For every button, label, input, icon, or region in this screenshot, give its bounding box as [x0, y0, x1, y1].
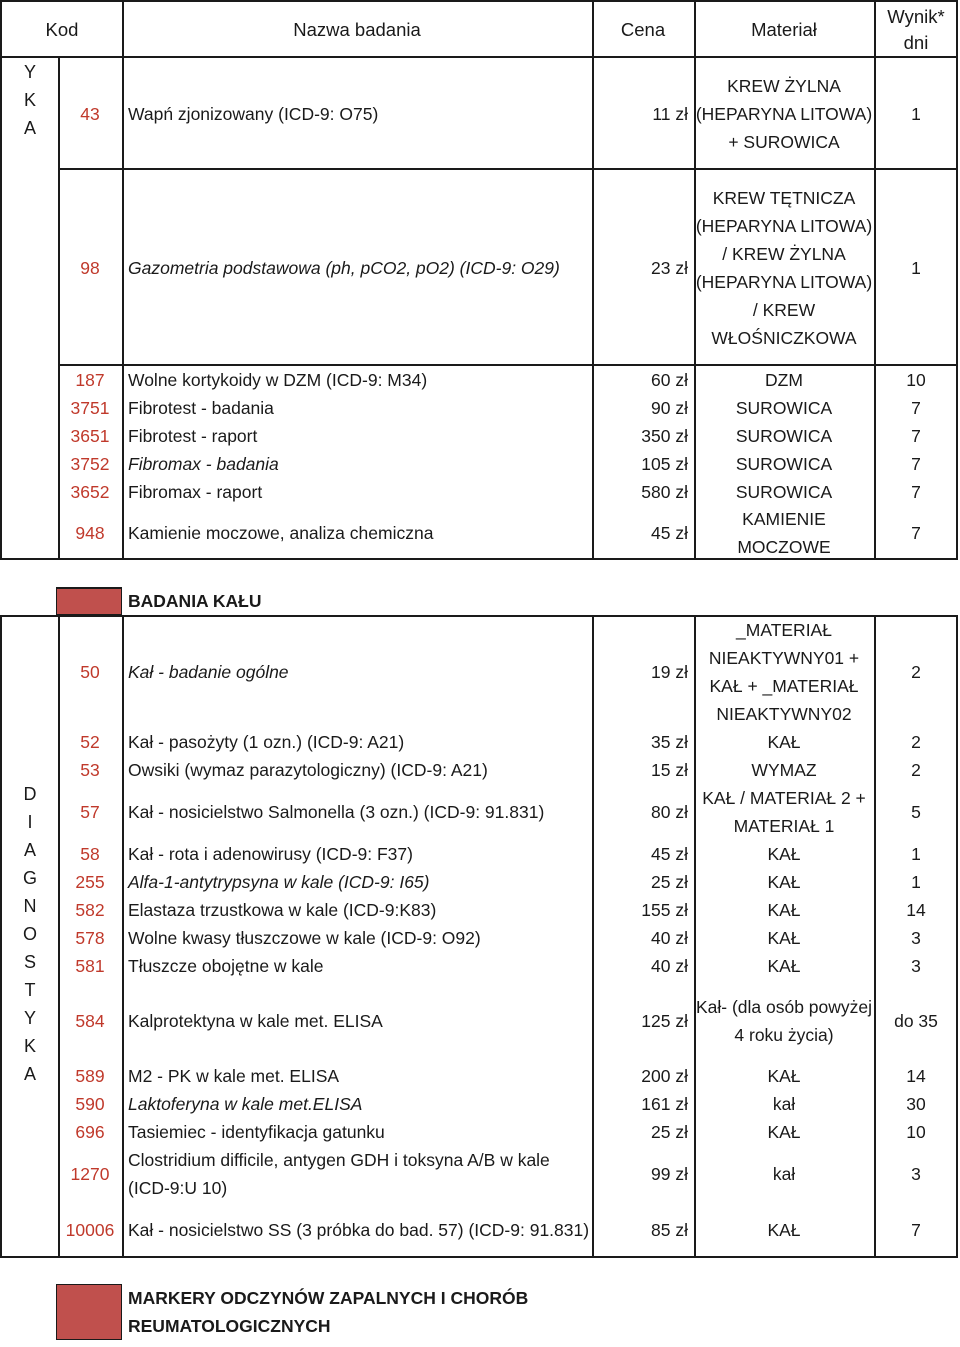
test-price: [592, 1118, 694, 1146]
test-name: [122, 58, 592, 170]
test-code-text: 98: [80, 258, 100, 278]
test-days-text: 7: [911, 398, 921, 418]
test-days-text: 7: [911, 454, 921, 474]
test-days: [874, 728, 958, 756]
test-code: [58, 450, 122, 478]
test-days: [874, 615, 958, 728]
test-material-text: kał: [772, 1094, 796, 1114]
test-price-text: 19 zł: [651, 661, 688, 682]
test-material-text: KAŁ: [767, 956, 801, 976]
test-price-text: 40 zł: [651, 928, 688, 948]
test-days: [874, 1202, 958, 1258]
test-code: [58, 896, 122, 924]
test-name: [122, 784, 592, 840]
grid-line: [0, 615, 2, 1258]
test-name-text: Kał - pasożyty (1 ozn.) (ICD-9: A21): [128, 732, 405, 752]
test-name: [122, 615, 592, 728]
test-price: [592, 1146, 694, 1202]
test-material: [694, 170, 874, 366]
test-days: [874, 840, 958, 868]
grid-line: [694, 0, 696, 560]
test-price: [592, 840, 694, 868]
grid-line: [956, 615, 958, 1258]
test-code-text: 3652: [70, 482, 110, 502]
test-code: [58, 366, 122, 394]
test-code: [58, 394, 122, 422]
test-code: [58, 840, 122, 868]
test-days: [874, 868, 958, 896]
test-name-text: Tasiemiec - identyfikacja gatunku: [128, 1122, 385, 1142]
test-days-text: 10: [906, 370, 926, 390]
test-days-text: 3: [911, 928, 921, 948]
test-days: [874, 896, 958, 924]
test-code-text: 3752: [70, 454, 110, 474]
grid-line: [58, 364, 958, 366]
test-code: [58, 924, 122, 952]
test-material-text: KAŁ: [767, 928, 801, 948]
test-name-text: Wolne kortykoidy w DZM (ICD-9: M34): [128, 370, 428, 390]
test-name-text: M2 - PK w kale met. ELISA: [128, 1066, 340, 1086]
test-days: [874, 980, 958, 1062]
header-wynik: [874, 2, 958, 58]
test-material: [694, 1146, 874, 1202]
test-code: [58, 980, 122, 1062]
test-code-text: 187: [75, 370, 105, 390]
test-code-text: 3751: [70, 398, 110, 418]
test-code: [58, 784, 122, 840]
test-material-text: Kał- (dla osób powyżej 4 roku życia): [695, 997, 873, 1045]
test-price-text: 25 zł: [651, 1122, 688, 1142]
test-code-text: 10006: [65, 1220, 115, 1240]
header-cena-label: Cena: [620, 19, 666, 40]
test-days: [874, 1062, 958, 1090]
test-name-text: Kał - badanie ogólne: [128, 661, 289, 682]
test-price-text: 40 zł: [651, 956, 688, 976]
test-days-text: 1: [911, 258, 921, 278]
grid-line: [0, 558, 958, 560]
test-name-text: Owsiki (wymaz parazytologiczny) (ICD-9: A21): [128, 760, 488, 780]
test-material-text: WYMAZ: [751, 760, 817, 780]
test-days: [874, 756, 958, 784]
test-material-text: SUROWICA: [735, 482, 833, 502]
section2-side-label: [2, 780, 58, 1088]
test-price: [592, 980, 694, 1062]
test-name: [122, 366, 592, 394]
test-code: [58, 615, 122, 728]
test-code-text: 578: [75, 928, 105, 948]
section1-side-label: [2, 58, 58, 142]
test-price-text: 580 zł: [641, 482, 688, 502]
test-price: [592, 868, 694, 896]
test-price-text: 80 zł: [651, 802, 688, 822]
grid-line: [0, 0, 958, 2]
side-letter: T: [24, 980, 36, 1000]
test-code: [58, 422, 122, 450]
header-kod-label: Kod: [45, 19, 79, 40]
side-letter: O: [22, 924, 37, 944]
test-name-text: Laktoferyna w kale met.ELISA: [128, 1094, 363, 1114]
test-days-text: 1: [911, 104, 921, 124]
grid-line: [58, 615, 60, 1258]
section2-title: BADANIA KAŁU: [128, 591, 262, 611]
section2-color-swatch: [56, 587, 122, 615]
test-name: [122, 980, 592, 1062]
test-code-text: 1270: [70, 1164, 110, 1184]
test-material-text: DZM: [765, 370, 803, 390]
test-code: [58, 952, 122, 980]
test-days-text: 7: [911, 1220, 921, 1240]
test-code-text: 58: [80, 844, 100, 864]
test-price-text: 90 zł: [651, 398, 688, 418]
test-material-text: KAŁ: [767, 900, 801, 920]
test-material: [694, 366, 874, 394]
test-code: [58, 728, 122, 756]
test-code: [58, 868, 122, 896]
test-code-text: 43: [80, 104, 100, 124]
header-material: [694, 2, 874, 58]
side-letter: S: [23, 952, 36, 972]
test-code: [58, 506, 122, 560]
test-price: [592, 1062, 694, 1090]
test-material-text: kał: [772, 1164, 796, 1184]
test-days: [874, 1146, 958, 1202]
test-name: [122, 478, 592, 506]
test-price: [592, 422, 694, 450]
header-nazwa-label: Nazwa badania: [293, 19, 421, 40]
grid-line: [694, 615, 696, 1258]
test-name: [122, 1202, 592, 1258]
test-name: [122, 952, 592, 980]
test-name-text: Fibrotest - badania: [128, 398, 274, 418]
side-letter: I: [27, 812, 33, 832]
test-name-text: Alfa-1-antytrypsyna w kale (ICD-9: I65): [128, 872, 430, 892]
header-cena: [592, 2, 694, 58]
test-code-text: 584: [75, 1011, 105, 1031]
test-price-text: 105 zł: [641, 454, 688, 474]
grid-line: [58, 168, 958, 170]
test-material: [694, 1090, 874, 1118]
test-code: [58, 1202, 122, 1258]
test-code-text: 696: [75, 1122, 105, 1142]
test-code: [58, 478, 122, 506]
test-code: [58, 1090, 122, 1118]
header-kod: [2, 2, 122, 58]
test-material-text: SUROWICA: [735, 398, 833, 418]
test-name-text: Fibrotest - raport: [128, 426, 258, 446]
test-price: [592, 615, 694, 728]
side-letter: A: [23, 118, 36, 138]
test-material: [694, 1062, 874, 1090]
test-code-text: 589: [75, 1066, 105, 1086]
test-material-text: KAŁ: [767, 1066, 801, 1086]
grid-line: [122, 0, 124, 560]
test-price: [592, 1090, 694, 1118]
test-material-text: KAŁ: [767, 844, 801, 864]
test-material-text: KREW ŻYLNA (HEPARYNA LITOWA) + SUROWICA: [695, 76, 873, 152]
grid-line: [0, 56, 958, 58]
grid-line: [0, 1256, 958, 1258]
test-price: [592, 170, 694, 366]
test-code-text: 581: [75, 956, 105, 976]
side-letter: N: [23, 896, 37, 916]
test-price-text: 99 zł: [651, 1164, 688, 1184]
test-material: [694, 840, 874, 868]
test-code: [58, 170, 122, 366]
test-price: [592, 58, 694, 170]
header-wynik-line1: Wynik*: [887, 6, 945, 27]
test-material: [694, 394, 874, 422]
test-days: [874, 422, 958, 450]
test-code: [58, 756, 122, 784]
test-material-text: KREW TĘTNICZA (HEPARYNA LITOWA) / KREW ŻYLNA (HEPARYNA LITOWA) / KREW WŁOŚNICZKOWA: [695, 188, 873, 348]
test-days-text: 14: [906, 900, 926, 920]
test-price: [592, 756, 694, 784]
test-material: [694, 868, 874, 896]
test-code-text: 3651: [70, 426, 110, 446]
test-code-text: 255: [75, 872, 105, 892]
test-material: [694, 1118, 874, 1146]
test-name-text: Gazometria podstawowa (ph, pCO2, pO2) (ICD-9: O29): [128, 258, 560, 278]
test-days: [874, 366, 958, 394]
test-price-text: 60 zł: [651, 370, 688, 390]
grid-line: [58, 56, 60, 560]
test-code-text: 57: [80, 802, 100, 822]
test-material: [694, 784, 874, 840]
test-price-text: 125 zł: [641, 1011, 688, 1031]
test-days-text: 30: [906, 1094, 926, 1114]
test-days-text: 5: [911, 802, 921, 822]
side-letter: A: [23, 1064, 36, 1084]
test-price: [592, 1202, 694, 1258]
test-days: [874, 784, 958, 840]
test-days: [874, 394, 958, 422]
header-nazwa: [122, 2, 592, 58]
test-name: [122, 1090, 592, 1118]
test-price-text: 45 zł: [651, 844, 688, 864]
test-price-text: 35 zł: [651, 732, 688, 752]
test-days: [874, 506, 958, 560]
side-letter: D: [23, 784, 37, 804]
test-name: [122, 868, 592, 896]
test-code: [58, 1062, 122, 1090]
test-name-text: Fibromax - raport: [128, 482, 263, 502]
test-name: [122, 1062, 592, 1090]
test-code: [58, 1118, 122, 1146]
test-name-text: Wolne kwasy tłuszczowe w kale (ICD-9: O92): [128, 928, 481, 948]
test-price-text: 11 zł: [652, 104, 688, 124]
test-name-text: Kamienie moczowe, analiza chemiczna: [128, 523, 434, 543]
test-material-text: KAŁ: [767, 1220, 801, 1240]
test-material-text: SUROWICA: [735, 454, 833, 474]
test-name: [122, 756, 592, 784]
test-material: [694, 478, 874, 506]
test-name: [122, 394, 592, 422]
test-code-text: 590: [75, 1094, 105, 1114]
test-days: [874, 478, 958, 506]
test-days-text: 7: [911, 426, 921, 446]
section3-title-line1: MARKERY ODCZYNÓW ZAPALNYCH I CHORÓB: [128, 1288, 529, 1308]
test-code: [58, 1146, 122, 1202]
test-name: [122, 896, 592, 924]
test-days: [874, 1118, 958, 1146]
header-wynik-line2: dni: [903, 32, 929, 53]
test-material-text: _MATERIAŁ NIEAKTYWNY01 + KAŁ + _MATERIAŁ NIEAKTYWNY02: [708, 619, 860, 724]
test-name-text: Kalprotektyna w kale met. ELISA: [128, 1011, 383, 1031]
grid-line: [874, 615, 876, 1258]
test-price-text: 23 zł: [651, 258, 688, 278]
test-days-text: 3: [911, 956, 921, 976]
test-name-text: Kał - rota i adenowirusy (ICD-9: F37): [128, 844, 413, 864]
test-code: [58, 58, 122, 170]
test-name-text: Tłuszcze obojętne w kale: [128, 956, 324, 976]
test-code-text: 53: [80, 760, 100, 780]
test-days: [874, 924, 958, 952]
test-material: [694, 952, 874, 980]
test-price-text: 161 zł: [641, 1094, 688, 1114]
test-days-text: 3: [911, 1164, 921, 1184]
grid-line: [874, 0, 876, 560]
test-material-text: SUROWICA: [735, 426, 833, 446]
test-material-text: KAŁ: [767, 872, 801, 892]
test-price: [592, 506, 694, 560]
test-price: [592, 728, 694, 756]
test-price: [592, 478, 694, 506]
test-price-text: 25 zł: [651, 872, 688, 892]
test-days-text: 7: [911, 482, 921, 502]
test-days-text: 10: [906, 1122, 926, 1142]
test-material: [694, 615, 874, 728]
test-price-text: 85 zł: [651, 1220, 688, 1240]
side-letter: Y: [23, 1008, 36, 1028]
test-days-text: 7: [911, 523, 921, 543]
test-code-text: 948: [75, 523, 105, 543]
test-days-text: 14: [906, 1066, 926, 1086]
test-name: [122, 1118, 592, 1146]
section3-title-line2: REUMATOLOGICZNYCH: [128, 1316, 331, 1336]
grid-line: [122, 615, 124, 1258]
test-price-text: 350 zł: [641, 426, 688, 446]
test-days-text: do 35: [894, 1011, 938, 1031]
side-letter: Y: [23, 62, 36, 82]
test-price: [592, 394, 694, 422]
section3-title: [128, 1284, 528, 1340]
test-name-text: Clostridium difficile, antygen GDH i toksyna A/B w kale (ICD-9:U 10): [128, 1150, 550, 1198]
test-name-text: Elastaza trzustkowa w kale (ICD-9:K83): [128, 900, 437, 920]
grid-line: [0, 615, 958, 617]
grid-line: [56, 587, 122, 589]
test-days: [874, 58, 958, 170]
test-price: [592, 450, 694, 478]
test-name: [122, 450, 592, 478]
grid-line: [592, 615, 594, 1258]
test-material: [694, 58, 874, 170]
test-name: [122, 506, 592, 560]
test-price: [592, 896, 694, 924]
header-material-label: Materiał: [751, 19, 817, 40]
test-material-text: KAŁ: [767, 732, 801, 752]
test-days-text: 2: [911, 760, 921, 780]
test-days: [874, 952, 958, 980]
test-price-text: 155 zł: [641, 900, 688, 920]
test-material: [694, 756, 874, 784]
test-days-text: 2: [911, 732, 921, 752]
grid-line: [956, 0, 958, 560]
test-price: [592, 366, 694, 394]
test-price: [592, 924, 694, 952]
test-code-text: 52: [80, 732, 100, 752]
test-material: [694, 728, 874, 756]
test-material: [694, 450, 874, 478]
test-price: [592, 784, 694, 840]
test-price-text: 45 zł: [651, 523, 688, 543]
test-days-text: 1: [911, 872, 921, 892]
section3-color-swatch: [56, 1284, 122, 1340]
test-price: [592, 952, 694, 980]
test-material: [694, 422, 874, 450]
test-name-text: Wapń zjonizowany (ICD-9: O75): [128, 104, 379, 124]
test-material: [694, 896, 874, 924]
test-days: [874, 170, 958, 366]
test-days-text: 2: [911, 661, 921, 682]
test-days-text: 1: [911, 844, 921, 864]
test-material: [694, 924, 874, 952]
side-letter: G: [22, 868, 37, 888]
test-material-text: KAŁ / MATERIAŁ 2 + MATERIAŁ 1: [702, 788, 866, 836]
grid-line: [592, 0, 594, 560]
side-letter: K: [23, 90, 36, 110]
test-name-text: Fibromax - badania: [128, 454, 279, 474]
test-name: [122, 170, 592, 366]
test-name-text: Kał - nosicielstwo SS (3 próbka do bad. 57) (ICD-9: 91.831): [128, 1220, 590, 1240]
test-material-text: KAŁ: [767, 1122, 801, 1142]
test-material: [694, 506, 874, 560]
side-letter: K: [23, 1036, 36, 1056]
side-letter: A: [23, 840, 36, 860]
test-days: [874, 450, 958, 478]
test-price-text: 200 zł: [641, 1066, 688, 1086]
test-material: [694, 1202, 874, 1258]
test-material: [694, 980, 874, 1062]
test-code-text: 50: [80, 661, 100, 682]
test-name: [122, 1146, 592, 1202]
test-days: [874, 1090, 958, 1118]
test-name: [122, 422, 592, 450]
test-material-text: KAMIENIE MOCZOWE: [737, 509, 831, 557]
test-price-text: 15 zł: [651, 760, 688, 780]
test-name: [122, 728, 592, 756]
test-name: [122, 924, 592, 952]
grid-line: [0, 0, 2, 560]
test-code-text: 582: [75, 900, 105, 920]
test-name-text: Kał - nosicielstwo Salmonella (3 ozn.) (ICD-9: 91.831): [128, 802, 545, 822]
test-name: [122, 840, 592, 868]
